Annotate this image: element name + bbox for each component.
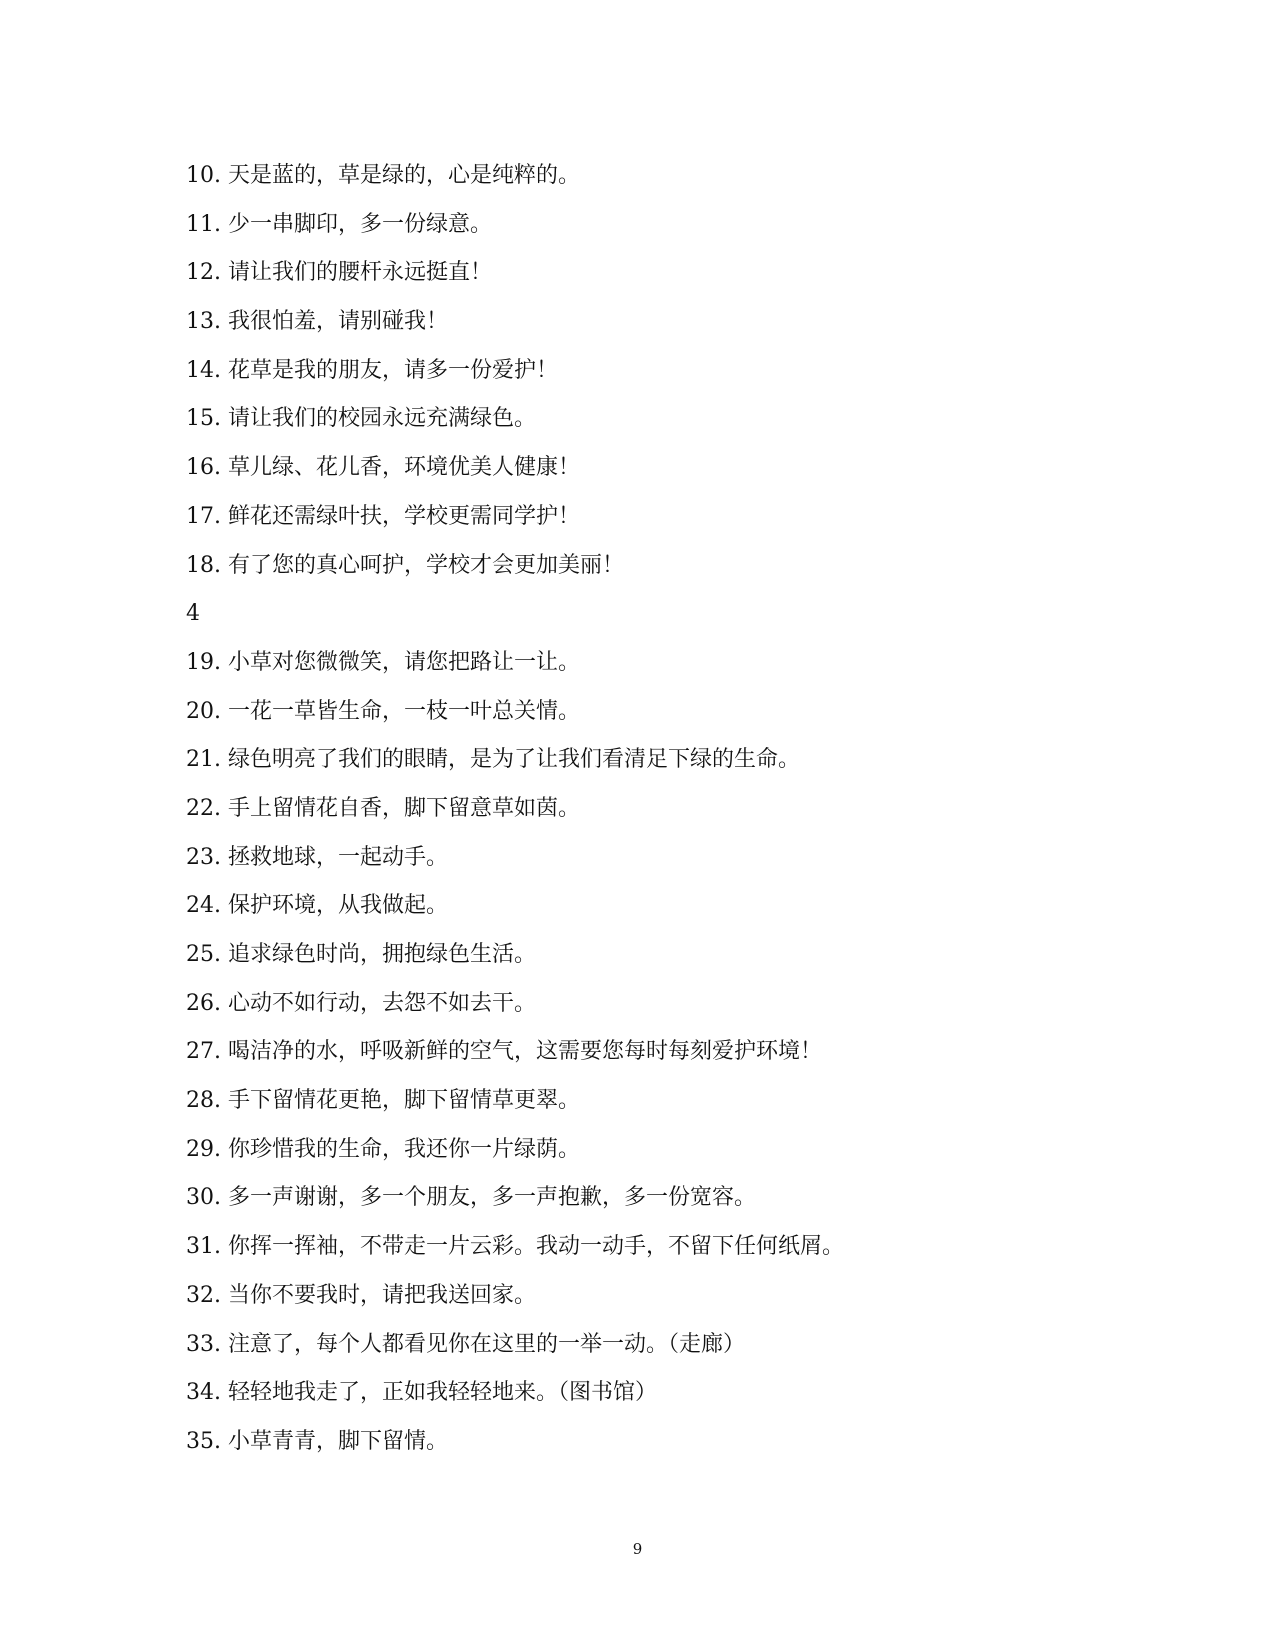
item-text: 天是蓝的，草是绿的，心是纯粹的。 — [228, 163, 581, 188]
list-item — [186, 542, 1146, 591]
list-item — [186, 201, 1146, 250]
list-item — [186, 444, 1146, 493]
item-number: 18. — [186, 552, 221, 578]
item-text: 鲜花还需绿叶扶，学校更需同学护！ — [228, 503, 581, 529]
item-number: 22. — [186, 795, 221, 821]
page-number: 9 — [632, 1540, 643, 1558]
item-text: 我很怕羞，请别碰我！ — [228, 309, 449, 335]
item-text: 喝洁净的水，呼吸新鲜的空气，这需要您每时每刻爱护环境！ — [228, 1039, 823, 1065]
list-item — [186, 736, 1146, 785]
item-number: 30. — [186, 1185, 221, 1211]
list-item — [186, 1028, 1146, 1077]
item-text: 花草是我的朋友，请多一份爱护！ — [228, 357, 559, 383]
item-number: 10. — [186, 163, 221, 188]
item-text: 注意了，每个人都看见你在这里的一举一动。（走廊） — [228, 1331, 746, 1357]
list-item — [186, 1174, 1146, 1223]
list-item — [186, 298, 1146, 347]
section-number: 4 — [186, 601, 200, 627]
item-text: 手上留情花自香，脚下留意草如茵。 — [228, 795, 581, 821]
list-item — [186, 882, 1146, 931]
list-item — [186, 493, 1146, 542]
list-item — [186, 785, 1146, 834]
item-number: 21. — [186, 747, 221, 773]
item-number: 29. — [186, 1136, 221, 1162]
list-item — [186, 1223, 1146, 1272]
item-number: 26. — [186, 990, 221, 1016]
item-text: 请让我们的腰杆永远挺直！ — [228, 260, 493, 286]
item-text: 有了您的真心呵护，学校才会更加美丽！ — [228, 552, 625, 578]
item-text: 小草青青，脚下留情。 — [228, 1428, 449, 1454]
item-text: 心动不如行动，去怨不如去干。 — [228, 990, 537, 1016]
item-text: 你珍惜我的生命，我还你一片绿荫。 — [228, 1136, 581, 1162]
item-text: 多一声谢谢，多一个朋友，多一声抱歉，多一份宽容。 — [228, 1185, 757, 1211]
item-number: 11. — [186, 211, 221, 237]
list-item — [186, 395, 1146, 444]
item-number: 23. — [186, 844, 221, 870]
section-marker — [186, 590, 1146, 639]
item-number: 27. — [186, 1039, 221, 1065]
item-text: 手下留情花更艳，脚下留情草更翠。 — [228, 1088, 581, 1114]
item-number: 34. — [186, 1380, 221, 1406]
item-text: 一花一草皆生命，一枝一叶总关情。 — [228, 698, 581, 724]
item-number: 24. — [186, 893, 221, 919]
item-number: 32. — [186, 1282, 221, 1308]
list-item — [186, 1418, 1146, 1467]
list-item — [186, 931, 1146, 980]
item-text: 你挥一挥袖，不带走一片云彩。我动一动手，不留下任何纸屑。 — [228, 1234, 845, 1260]
item-number: 13. — [186, 309, 221, 335]
item-number: 25. — [186, 942, 221, 967]
list-item — [186, 152, 1146, 201]
item-number: 19. — [186, 649, 221, 675]
item-text: 当你不要我时，请把我送回家。 — [228, 1282, 537, 1308]
item-number: 17. — [186, 503, 221, 529]
list-item — [186, 249, 1146, 298]
list-item — [186, 1126, 1146, 1175]
item-text: 绿色明亮了我们的眼睛，是为了让我们看清足下绿的生命。 — [228, 747, 801, 773]
item-text: 保护环境，从我做起。 — [228, 893, 449, 919]
list-item — [186, 1369, 1146, 1418]
item-number: 14. — [186, 357, 221, 383]
item-text: 请让我们的校园永远充满绿色。 — [228, 406, 537, 432]
item-text: 拯救地球，一起动手。 — [228, 844, 449, 870]
item-number: 16. — [186, 455, 221, 481]
list-item — [186, 639, 1146, 688]
item-text: 轻轻地我走了，正如我轻轻地来。（图书馆） — [228, 1380, 658, 1406]
item-number: 35. — [186, 1428, 221, 1454]
item-number: 20. — [186, 698, 221, 724]
list-item — [186, 1077, 1146, 1126]
list-item — [186, 1321, 1146, 1370]
item-number: 31. — [186, 1234, 221, 1260]
list-item — [186, 834, 1146, 883]
item-number: 33. — [186, 1331, 221, 1357]
item-text: 少一串脚印，多一份绿意。 — [228, 211, 493, 237]
list-item — [186, 1272, 1146, 1321]
item-number: 12. — [186, 260, 221, 286]
list-item — [186, 980, 1146, 1029]
list-item — [186, 347, 1146, 396]
list-item — [186, 688, 1146, 737]
item-number: 28. — [186, 1088, 221, 1114]
item-text: 小草对您微微笑，请您把路让一让。 — [228, 649, 581, 675]
document-body — [186, 152, 1146, 1467]
item-text: 草儿绿、花儿香，环境优美人健康！ — [228, 455, 581, 481]
item-text: 追求绿色时尚，拥抱绿色生活。 — [228, 942, 537, 967]
item-number: 15. — [186, 406, 221, 432]
